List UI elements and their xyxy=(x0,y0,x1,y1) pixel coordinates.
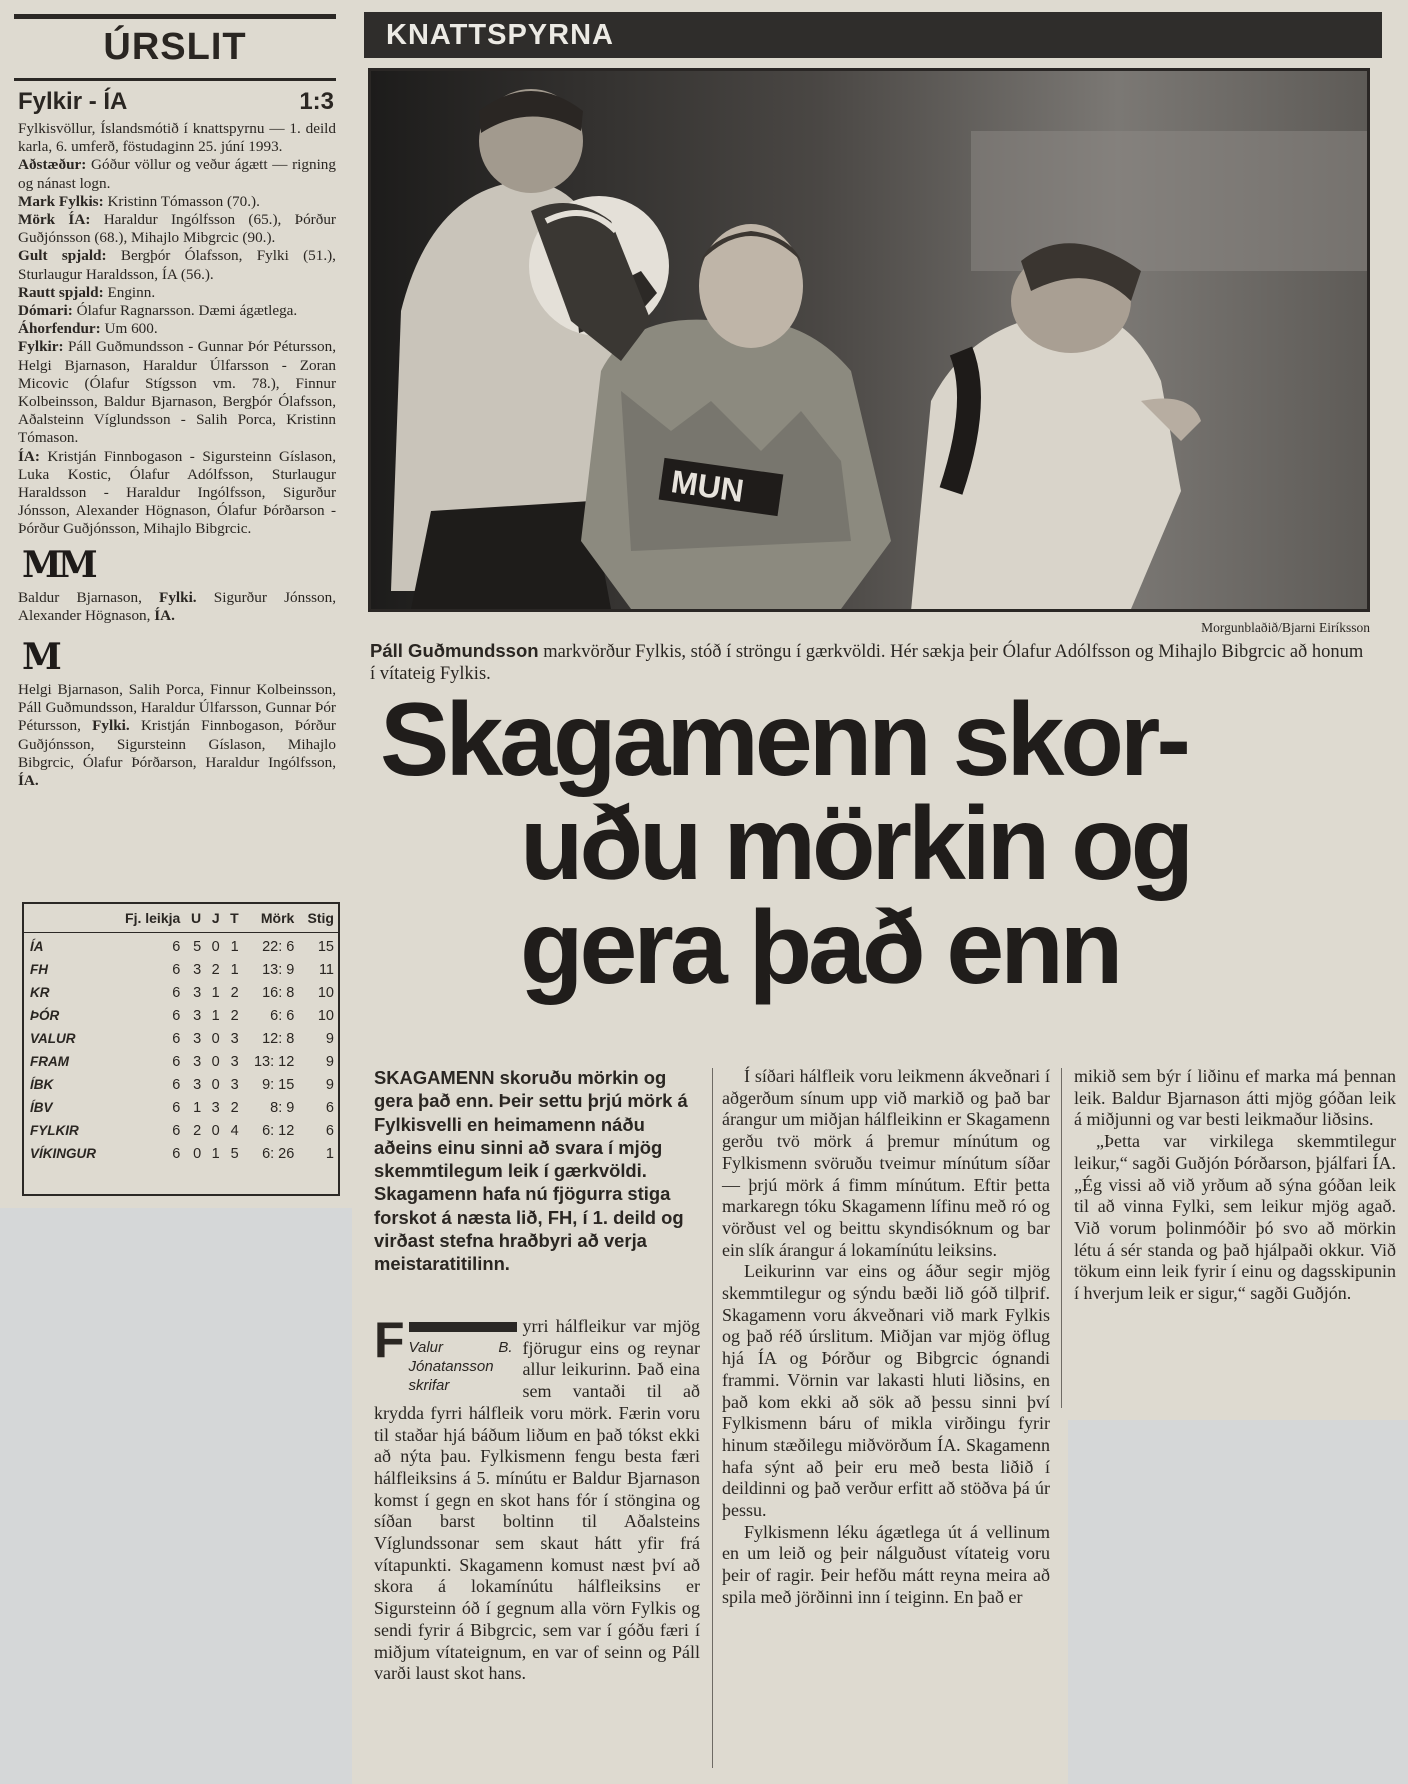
table-cell: 1 xyxy=(230,961,239,978)
team-name: ÍA xyxy=(30,939,44,954)
section-banner xyxy=(364,12,1382,58)
table-cell: 6 xyxy=(172,1007,181,1024)
report-label: Áhorfendur: xyxy=(18,320,101,338)
report-label: Gult spjald: xyxy=(18,247,107,265)
report-text: Haraldur Ingólfsson (65.), Þórður Guðjónsson (68.), Mihajlo Mibgrcic (90.). xyxy=(18,211,336,247)
article-column-1 xyxy=(374,1312,700,1685)
photo-credit: Morgunblaðið/Bjarni Eiríksson xyxy=(1201,620,1370,635)
table-cell: 6: 12 xyxy=(262,1122,295,1139)
table-row xyxy=(24,1073,338,1096)
table-cell: 6 xyxy=(172,984,181,1001)
table-row xyxy=(24,935,338,958)
team-name: ÍBK xyxy=(30,1077,54,1092)
report-paragraph xyxy=(18,156,336,192)
table-cell: 12: 8 xyxy=(262,1030,295,1047)
standings-table xyxy=(22,902,340,1196)
table-cell: 0 xyxy=(193,1145,202,1162)
standings-header-cell: U xyxy=(191,910,202,926)
table-cell: 1 xyxy=(211,1007,220,1024)
table-cell: 6 xyxy=(172,1053,181,1070)
photo-caption xyxy=(370,640,1370,685)
report-text: Kristinn Tómasson (70.). xyxy=(103,192,260,210)
table-cell: 6 xyxy=(172,1145,181,1162)
table-cell: 4 xyxy=(230,1122,239,1139)
report-paragraph xyxy=(18,247,336,283)
match-score: 1:3 xyxy=(299,88,334,115)
report-text: Kristján Finnbogason - Sigursteinn Gíslason, Luka Kostic, Ólafur Adólfsson, Sturlaugur Haraldsson - Haraldur Ingólfsson, Sigurður Jónsson, Alexander Högnason, Ólafur Þórðarson - Þórður Guðjónsson, Mihajlo Bibgrcic. xyxy=(18,447,336,538)
table-cell: 3 xyxy=(230,1053,239,1070)
standings-header-cell: T xyxy=(230,910,239,926)
results-title: ÚRSLIT xyxy=(103,26,247,68)
caption-name: Páll Guðmundsson xyxy=(370,640,539,661)
team-name: FYLKIR xyxy=(30,1123,79,1138)
table-cell: 9: 15 xyxy=(262,1076,295,1093)
report-label: Mörk ÍA: xyxy=(18,211,91,229)
report-paragraph xyxy=(18,284,336,302)
results-bottom-rule xyxy=(14,78,336,81)
table-cell: 1 xyxy=(211,1145,220,1162)
table-row xyxy=(24,1119,338,1142)
lead-paragraph: SKAGAMENN skoruðu mörkin og gera það enn. Þeir settu þrjú mörk á Fylkisvelli en heimamenn náðu aðeins einu sinni að svara í mjög skemmtilegum leik í gærkvöldi. Skagamenn hafa nú fjögurra stiga forskot á næsta lið, FH, í 1. deild og virðast stefna hraðbyri að verja meistaratitilinn. xyxy=(374,1067,688,1275)
table-cell: 6 xyxy=(325,1099,334,1116)
match-heading xyxy=(18,88,334,116)
article-paragraph: yrri hálfleikur var mjög fjörugur eins og reynar allur leikurinn. Það eina sem vantaði til að krydda fyrri hálfleik voru mörk. Færin voru til staðar hjá báðum liðum en það tókst ekki að nýta þau. Fylkismenn fengu besta færi hálfleiksins á 5. mínútu er Baldur Bjarnason komst í gegn en skot hans fór í stöngina og síðan barst boltinn til Aðalsteins Víglundssonar sem skaut hátt yfir frá vítapunkti. Skagamenn komust næst því að skora á lokamínútu hálfleiksins er Sigursteinn óð í gegnum alla vörn Fylkis og sendi fyrir á Bibgrcic, sem var í góðu færi í miðjum vítateignum, en var of seinn og Páll varði laust skot hans. xyxy=(374,1316,700,1684)
table-cell: 9 xyxy=(325,1076,334,1093)
standings-header-cell: Stig xyxy=(307,910,334,926)
table-cell: 6 xyxy=(172,1122,181,1139)
table-cell: 6 xyxy=(172,938,181,955)
report-text: Páll Guðmundsson - Gunnar Þór Pétursson, Helgi Bjarnason, Haraldur Úlfarsson - Zoran Micovic (Ólafur Stígsson vm. 78.), Finnur Kolbeinsson, Baldur Bjarnason, Bergþór Ólafsson, Aðalsteinn Víglundsson - Salih Porca, Kristinn Tómason. xyxy=(18,338,336,447)
report-paragraph xyxy=(18,120,336,156)
article-column-2 xyxy=(722,1066,1050,1609)
team-name: KR xyxy=(30,985,50,1000)
standings-header-cell: J xyxy=(211,910,220,926)
report-text: Góður völlur og veður ágætt — rigning og nánast logn. xyxy=(18,156,336,192)
table-cell: 3 xyxy=(230,1076,239,1093)
headline-line-2: uðu mörkin og xyxy=(520,786,1191,902)
match-photo xyxy=(368,68,1370,612)
table-row xyxy=(24,981,338,1004)
team-name: VÍKINGUR xyxy=(30,1146,97,1161)
table-cell: 1 xyxy=(211,984,220,1001)
m-rating-logo: M xyxy=(22,636,58,679)
table-row xyxy=(24,1096,338,1119)
report-label: Aðstæður: xyxy=(18,156,87,174)
table-cell: 2 xyxy=(230,1099,239,1116)
standings-header-cell xyxy=(24,904,111,933)
table-cell: 3 xyxy=(230,1030,239,1047)
table-cell: 6: 6 xyxy=(270,1007,295,1024)
table-cell: 3 xyxy=(193,984,202,1001)
team-name: FRAM xyxy=(30,1054,69,1069)
table-row xyxy=(24,1027,338,1050)
table-cell: 22: 6 xyxy=(262,938,295,955)
table-row xyxy=(24,1050,338,1073)
table-cell: 6 xyxy=(172,1030,181,1047)
table-cell: 10 xyxy=(317,1007,334,1024)
table-cell: 5 xyxy=(230,1145,239,1162)
report-label: ÍA: xyxy=(18,447,40,465)
report-paragraph xyxy=(18,302,336,320)
m-players: Helgi Bjarnason, Salih Porca, Finnur Kolbeinsson, Páll Guðmundsson, Haraldur Úlfarsson, Gunnar Þór Pétursson, Fylki. Kristján Finnbogason, Þórður Guðjónsson, Sigursteinn Gíslason, Mihajlo Bibgrcic, Ólafur Þórðarson, Haraldur Ingólfsson, ÍA. xyxy=(18,681,336,790)
report-label: Dómari: xyxy=(18,302,73,320)
table-cell: 6 xyxy=(172,961,181,978)
goalkeeper-shirt-text: MUN xyxy=(668,463,747,509)
report-text: Bergþór Ólafsson, Fylki (51.), Sturlaugur Haraldsson, ÍA (56.). xyxy=(18,247,336,283)
report-label: Mark Fylkis: xyxy=(18,192,104,210)
report-paragraph xyxy=(18,448,336,539)
table-cell: 0 xyxy=(211,1053,220,1070)
article-paragraph: Fylkismenn léku ágætlega út á vellinum en um leið og þeir nálguðust vítateig voru þeir of ragir. Þeir hefðu mátt reyna meira að spila með jörðinni inn í teiginn. En það er xyxy=(722,1521,1050,1607)
dropcap: F xyxy=(374,1312,405,1368)
table-cell: 6 xyxy=(325,1122,334,1139)
standings-header-row xyxy=(24,904,338,933)
table-cell: 1 xyxy=(325,1145,334,1162)
report-paragraph xyxy=(18,320,336,338)
table-cell: 0 xyxy=(211,1122,220,1139)
table-row xyxy=(24,1142,338,1165)
article-column-3 xyxy=(1074,1066,1396,1305)
report-label: Rautt spjald: xyxy=(18,283,104,301)
table-cell: 2 xyxy=(230,1007,239,1024)
byline-role: skrifar xyxy=(408,1377,450,1394)
match-report xyxy=(18,120,336,790)
table-cell: 0 xyxy=(211,938,220,955)
report-paragraph xyxy=(18,211,336,247)
column-divider xyxy=(712,1068,713,1768)
table-cell: 1 xyxy=(230,938,239,955)
standings-header-cell: Mörk xyxy=(260,910,295,926)
table-cell: 8: 9 xyxy=(270,1099,295,1116)
report-paragraph xyxy=(18,338,336,447)
mm-players: Baldur Bjarnason, Fylki. Sigurður Jónsson, Alexander Högnason, ÍA. xyxy=(18,588,336,624)
table-cell: 1 xyxy=(193,1099,202,1116)
table-cell: 3 xyxy=(211,1099,220,1116)
table-cell: 0 xyxy=(211,1076,220,1093)
table-cell: 15 xyxy=(317,938,334,955)
column-divider xyxy=(1061,1068,1062,1408)
byline-bar xyxy=(409,1322,517,1332)
results-top-rule xyxy=(14,14,336,19)
table-cell: 9 xyxy=(325,1030,334,1047)
team-name: ÞÓR xyxy=(30,1008,60,1023)
table-cell: 3 xyxy=(193,961,202,978)
table-cell: 6 xyxy=(172,1076,181,1093)
match-teams: Fylkir - ÍA xyxy=(18,88,128,115)
table-row xyxy=(24,958,338,981)
article-paragraph: „Þetta var virkilega skemmtilegur leikur,“ sagði Guðjón Þórðarson, þjálfari ÍA. „Ég vissi að við yrðum að sýna góðan leik til að vinna Fylki, sem leikur mjög agað. Við vorum þolinmóðir þó svo að mörkin létu á sér standa og það hjálpaði okkur. Við tökum einn leik fyrir í einu og dagsskipunin í hverjum leik er sigur,“ sagði Guðjón. xyxy=(1074,1131,1396,1304)
table-cell: 3 xyxy=(193,1076,202,1093)
report-paragraph xyxy=(18,193,336,211)
table-cell: 3 xyxy=(193,1030,202,1047)
report-text: Um 600. xyxy=(100,320,158,338)
byline xyxy=(409,1322,513,1395)
table-cell: 2 xyxy=(193,1122,202,1139)
table-row xyxy=(24,1004,338,1027)
table-cell: 16: 8 xyxy=(262,984,295,1001)
table-cell: 3 xyxy=(193,1053,202,1070)
team-name: ÍBV xyxy=(30,1100,53,1115)
table-cell: 6: 26 xyxy=(262,1145,295,1162)
table-cell: 0 xyxy=(211,1030,220,1047)
table-cell: 2 xyxy=(211,961,220,978)
byline-name: Valur B. Jónatansson xyxy=(408,1339,513,1375)
standings-header-cell: Fj. leikja xyxy=(125,910,181,926)
section-title: KNATTSPYRNA xyxy=(386,19,614,51)
table-cell: 13: 12 xyxy=(253,1053,295,1070)
table-cell: 5 xyxy=(193,938,202,955)
report-text: Ólafur Ragnarsson. Dæmi ágætlega. xyxy=(72,302,298,320)
table-cell: 10 xyxy=(317,984,334,1001)
article-paragraph: mikið sem býr í liðinu ef marka má þennan leik. Baldur Bjarnason átti mjög góðan leik á miðjunni og var besti leikmaður liðsins. xyxy=(1074,1066,1396,1130)
table-cell: 9 xyxy=(325,1053,334,1070)
report-label: Fylkir: xyxy=(18,338,64,356)
team-name: VALUR xyxy=(30,1031,76,1046)
headline xyxy=(380,682,1380,1006)
headline-line-3: gera það enn xyxy=(520,890,1120,1006)
report-text: Enginn. xyxy=(103,283,156,301)
table-cell: 3 xyxy=(193,1007,202,1024)
goalkeeper-photo-illustration xyxy=(371,71,1367,609)
table-cell: 6 xyxy=(172,1099,181,1116)
article-paragraph: Í síðari hálfleik voru leikmenn ákveðnari í aðgerðum sínum upp við markið og það bar árangur um miðjan hálfleikinn er Skagamenn gerðu tvö mörk á þremur mínútum og Fylkismenn svöruðu tveimur mínútum síðar — þrjú mörk á fimm mínútum. Eftir þetta markaregn tóku Skagamenn lífinu með ró og vörðust vel og beittu skyndisóknum og bar ein slík árangur á lokamínútu leiksins. xyxy=(722,1066,1050,1260)
table-cell: 11 xyxy=(318,961,334,978)
article-paragraph: Leikurinn var eins og áður segir mjög skemmtilegur og sýndu bæði lið góð tilþrif. Skagamenn voru ákveðnari við mark Fylkis og það réð úrslitum. Miðjan var mjög öflug hjá ÍA og Þórður og Bibgrcic ógnandi frammi. Vörnin var lakasti hluti liðsins, en það kom ekki að sök að þessu sinni því Fylkismenn báru of mikla virðingu fyrir hinum stæðilegu miðvörðum ÍA. Skagamenn hafa sýnt að þeir eru með besta liðið í deildinni og það verður erfitt að stöðva þá úr þessu. xyxy=(722,1261,1050,1521)
caption-text: markvörður Fylkis, stóð í ströngu í gærkvöldi. Hér sækja þeir Ólafur Adólfsson og Mihajlo Bibgrcic að honum í vítateig Fylkis. xyxy=(370,642,1364,684)
team-name: FH xyxy=(30,962,48,977)
table-cell: 2 xyxy=(230,984,239,1001)
report-text: Fylkisvöllur, Íslandsmótið í knattspyrnu — 1. deild karla, 6. umferð, föstudaginn 25. júní 1993. xyxy=(18,120,336,156)
headline-line-1: Skagamenn skor- xyxy=(380,682,1187,798)
mm-rating-logo: MM xyxy=(22,543,94,586)
table-cell: 13: 9 xyxy=(262,961,295,978)
